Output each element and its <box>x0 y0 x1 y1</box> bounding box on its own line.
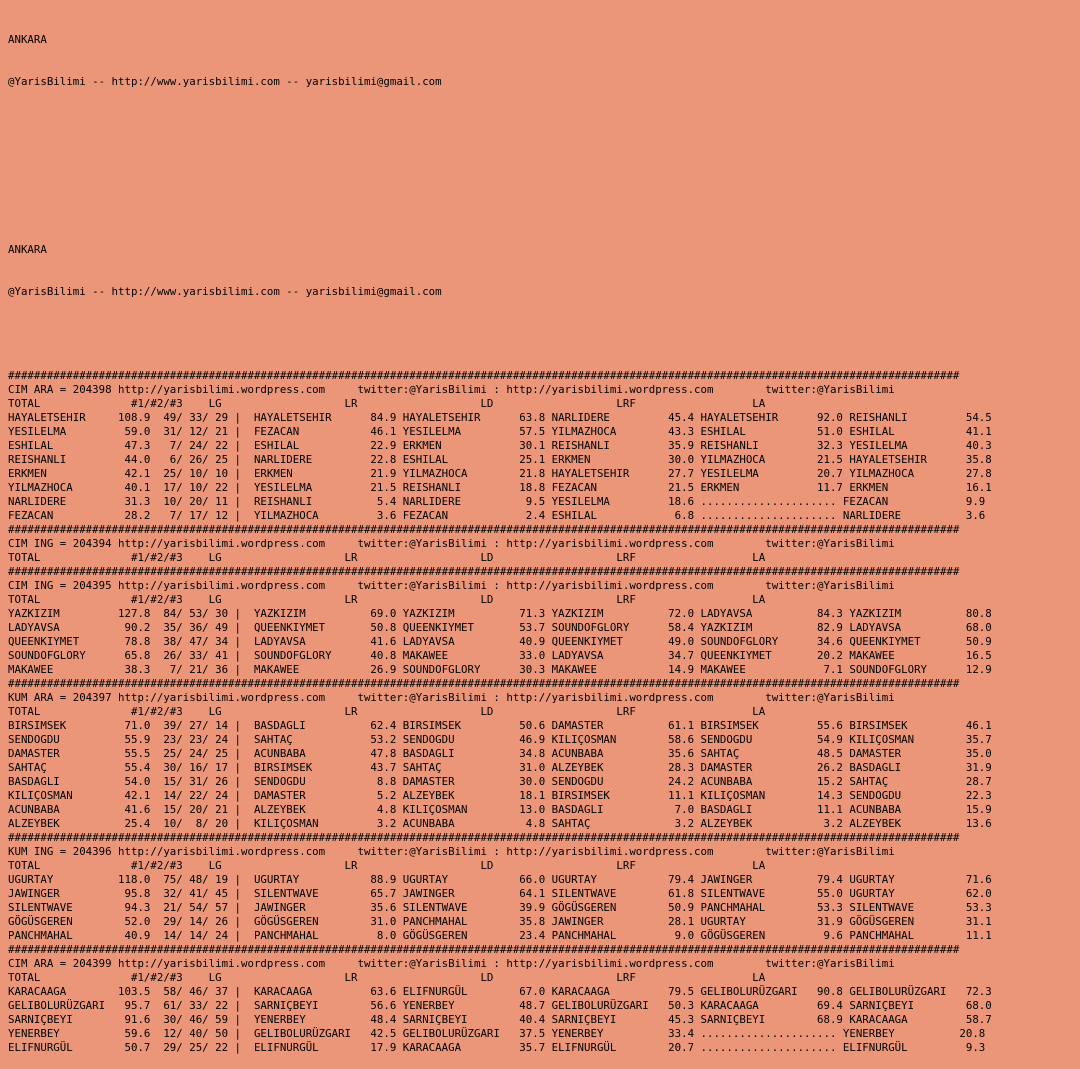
race-section <box>8 369 1074 523</box>
table-row: ESHILAL 47.3 7/ 24/ 22 | ESHILAL 22.9 ERKMEN 30.1 REISHANLI 35.9 REISHANLI 32.3 YESILELMA 40.3 <box>8 439 992 452</box>
table-row: JAWINGER 95.8 32/ 41/ 45 | SILENTWAVE 65.7 JAWINGER 64.1 SILENTWAVE 61.8 SILENTWAVE 55.0 UGURTAY 62.0 <box>8 887 992 900</box>
table-row: REISHANLI 44.0 6/ 26/ 25 | NARLIDERE 22.8 ESHILAL 25.1 ERKMEN 30.0 YILMAZHOCA 21.5 HAYALETSEHIR 35.8 <box>8 453 992 466</box>
credits-line: @YarisBilimi -- http://www.yarisbilimi.com -- yarisbilimi@gmail.com <box>8 285 442 298</box>
table-row: GÖGÜSGEREN 52.0 29/ 14/ 26 | GÖGÜSGEREN 31.0 PANCHMAHAL 35.8 JAWINGER 28.1 UGURTAY 31.9 GÖGÜSGEREN 31.1 <box>8 915 992 928</box>
blank-line <box>8 117 1074 131</box>
table-row: PANCHMAHAL 40.9 14/ 14/ 24 | PANCHMAHAL 8.0 GÖGÜSGEREN 23.4 PANCHMAHAL 9.0 GÖGÜSGEREN 9.6 PANCHMAHAL 11.1 <box>8 929 992 942</box>
table-row: NARLIDERE 31.3 10/ 20/ 11 | REISHANLI 5.4 NARLIDERE 9.5 YESILELMA 18.6 ..................... FEZACAN 9.9 <box>8 495 986 508</box>
table-row: BIRSIMSEK 71.0 39/ 27/ 14 | BASDAGLI 62.4 BIRSIMSEK 50.6 DAMASTER 61.1 BIRSIMSEK 55.6 BIRSIMSEK 46.1 <box>8 719 992 732</box>
table-row: DAMASTER 55.5 25/ 24/ 25 | ACUNBABA 47.8 BASDAGLI 34.8 ACUNBABA 35.6 SAHTAÇ 48.5 DAMASTER 35.0 <box>8 747 992 760</box>
table-row: ALZEYBEK 25.4 10/ 8/ 20 | KILIÇOSMAN 3.2 ACUNBABA 4.8 SAHTAÇ 3.2 ALZEYBEK 3.2 ALZEYBEK 13.6 <box>8 817 992 830</box>
race-section <box>8 943 1074 1055</box>
blank-line <box>8 159 1074 173</box>
table-row: UGURTAY 118.0 75/ 48/ 19 | UGURTAY 88.9 UGURTAY 66.0 UGURTAY 79.4 JAWINGER 79.4 UGURTAY 71.6 <box>8 873 992 886</box>
race-header: CIM ING = 204394 http://yarisbilimi.wordpress.com twitter:@YarisBilimi : http://yarisbilimi.wordpress.com twitter:@YarisBilimi <box>8 537 895 550</box>
table-row: YESILELMA 59.0 31/ 12/ 21 | FEZACAN 46.1 YESILELMA 57.5 YILMAZHOCA 43.3 ESHILAL 51.0 ESHILAL 41.1 <box>8 425 992 438</box>
table-row: ACUNBABA 41.6 15/ 20/ 21 | ALZEYBEK 4.8 KILIÇOSMAN 13.0 BASDAGLI 7.0 BASDAGLI 11.1 ACUNBABA 15.9 <box>8 803 992 816</box>
city-title: ANKARA <box>8 243 47 256</box>
separator-line: ################################################################################################################################################### <box>8 677 960 690</box>
blank-line <box>8 201 1074 215</box>
table-row: GELIBOLURÜZGARI 95.7 61/ 33/ 22 | SARNIÇBEYI 56.6 YENERBEY 48.7 GELIBOLURÜZGARI 50.3 KARACAAGA 69.4 SARNIÇBEYI 68.0 <box>8 999 992 1012</box>
table-row: SARNIÇBEYI 91.6 30/ 46/ 59 | YENERBEY 48.4 SARNIÇBEYI 40.4 SARNIÇBEYI 45.3 SARNIÇBEYI 68.9 KARACAAGA 58.7 <box>8 1013 992 1026</box>
race-statistics-document <box>8 5 1074 1069</box>
race-section <box>8 677 1074 831</box>
table-row: HAYALETSEHIR 108.9 49/ 33/ 29 | HAYALETSEHIR 84.9 HAYALETSEHIR 63.8 NARLIDERE 45.4 HAYALETSEHIR 92.0 REISHANLI 54.5 <box>8 411 992 424</box>
blank-line <box>8 327 1074 341</box>
table-row: SILENTWAVE 94.3 21/ 54/ 57 | JAWINGER 35.6 SILENTWAVE 39.9 GÖGÜSGEREN 50.9 PANCHMAHAL 53.3 SILENTWAVE 53.3 <box>8 901 992 914</box>
separator-line: ################################################################################################################################################### <box>8 565 960 578</box>
race-section <box>8 831 1074 943</box>
table-row: YAZKIZIM 127.8 84/ 53/ 30 | YAZKIZIM 69.0 YAZKIZIM 71.3 YAZKIZIM 72.0 LADYAVSA 84.3 YAZKIZIM 80.8 <box>8 607 992 620</box>
column-headers: TOTAL #1/#2/#3 LG LR LD LRF LA <box>8 971 766 984</box>
table-row: LADYAVSA 90.2 35/ 36/ 49 | QUEENKIYMET 50.8 QUEENKIYMET 53.7 SOUNDOFGLORY 58.4 YAZKIZIM 82.9 LADYAVSA 68.0 <box>8 621 992 634</box>
table-row: SENDOGDU 55.9 23/ 23/ 24 | SAHTAÇ 53.2 SENDOGDU 46.9 KILIÇOSMAN 58.6 SENDOGDU 54.9 KILIÇOSMAN 35.7 <box>8 733 992 746</box>
separator-line: ################################################################################################################################################### <box>8 943 960 956</box>
race-header: KUM ING = 204396 http://yarisbilimi.wordpress.com twitter:@YarisBilimi : http://yarisbilimi.wordpress.com twitter:@YarisBilimi <box>8 845 895 858</box>
city-title: ANKARA <box>8 33 47 46</box>
race-header: CIM ARA = 204399 http://yarisbilimi.wordpress.com twitter:@YarisBilimi : http://yarisbilimi.wordpress.com twitter:@YarisBilimi <box>8 957 895 970</box>
table-row: KARACAAGA 103.5 58/ 46/ 37 | KARACAAGA 63.6 ELIFNURGÜL 67.0 KARACAAGA 79.5 GELIBOLURÜZGARI 90.8 GELIBOLURÜZGARI 72.3 <box>8 985 992 998</box>
separator-line: ################################################################################################################################################### <box>8 369 960 382</box>
table-row: BASDAGLI 54.0 15/ 31/ 26 | SENDOGDU 8.8 DAMASTER 30.0 SENDOGDU 24.2 ACUNBABA 15.2 SAHTAÇ 28.7 <box>8 775 992 788</box>
table-row: QUEENKIYMET 78.8 38/ 47/ 34 | LADYAVSA 41.6 LADYAVSA 40.9 QUEENKIYMET 49.0 SOUNDOFGLORY 34.6 QUEENKIYMET 50.9 <box>8 635 992 648</box>
column-headers: TOTAL #1/#2/#3 LG LR LD LRF LA <box>8 859 766 872</box>
column-headers: TOTAL #1/#2/#3 LG LR LD LRF LA <box>8 551 766 564</box>
table-row: FEZACAN 28.2 7/ 17/ 12 | YILMAZHOCA 3.6 FEZACAN 2.4 ESHILAL 6.8 ..................... NARLIDERE 3.6 <box>8 509 986 522</box>
race-section <box>8 523 1074 565</box>
separator-line: ################################################################################################################################################### <box>8 523 960 536</box>
race-section <box>8 565 1074 677</box>
table-row: ERKMEN 42.1 25/ 10/ 10 | ERKMEN 21.9 YILMAZHOCA 21.8 HAYALETSEHIR 27.7 YESILELMA 20.7 YILMAZHOCA 27.8 <box>8 467 992 480</box>
race-header: CIM ING = 204395 http://yarisbilimi.wordpress.com twitter:@YarisBilimi : http://yarisbilimi.wordpress.com twitter:@YarisBilimi <box>8 579 895 592</box>
race-header: KUM ARA = 204397 http://yarisbilimi.wordpress.com twitter:@YarisBilimi : http://yarisbilimi.wordpress.com twitter:@YarisBilimi <box>8 691 895 704</box>
column-headers: TOTAL #1/#2/#3 LG LR LD LRF LA <box>8 397 766 410</box>
table-row: KILIÇOSMAN 42.1 14/ 22/ 24 | DAMASTER 5.2 ALZEYBEK 18.1 BIRSIMSEK 11.1 KILIÇOSMAN 14.3 SENDOGDU 22.3 <box>8 789 992 802</box>
table-row: MAKAWEE 38.3 7/ 21/ 36 | MAKAWEE 26.9 SOUNDOFGLORY 30.3 MAKAWEE 14.9 MAKAWEE 7.1 SOUNDOFGLORY 12.9 <box>8 663 992 676</box>
table-row: ELIFNURGÜL 50.7 29/ 25/ 22 | ELIFNURGÜL 17.9 KARACAAGA 35.7 ELIFNURGÜL 20.7 ..................... ELIFNURGÜL 9.3 <box>8 1041 986 1054</box>
column-headers: TOTAL #1/#2/#3 LG LR LD LRF LA <box>8 593 766 606</box>
race-header: CIM ARA = 204398 http://yarisbilimi.wordpress.com twitter:@YarisBilimi : http://yarisbilimi.wordpress.com twitter:@YarisBilimi <box>8 383 895 396</box>
separator-line: ################################################################################################################################################### <box>8 831 960 844</box>
table-row: SAHTAÇ 55.4 30/ 16/ 17 | BIRSIMSEK 43.7 SAHTAÇ 31.0 ALZEYBEK 28.3 DAMASTER 26.2 BASDAGLI 31.9 <box>8 761 992 774</box>
race-sections <box>8 369 1074 1055</box>
column-headers: TOTAL #1/#2/#3 LG LR LD LRF LA <box>8 705 766 718</box>
table-row: YILMAZHOCA 40.1 17/ 10/ 22 | YESILELMA 21.5 REISHANLI 18.8 FEZACAN 21.5 ERKMEN 11.7 ERKMEN 16.1 <box>8 481 992 494</box>
credits-line: @YarisBilimi -- http://www.yarisbilimi.com -- yarisbilimi@gmail.com <box>8 75 442 88</box>
table-row: YENERBEY 59.6 12/ 40/ 50 | GELIBOLURÜZGARI 42.5 GELIBOLURÜZGARI 37.5 YENERBEY 33.4 ..................... YENERBEY 20.8 <box>8 1027 986 1040</box>
table-row: SOUNDOFGLORY 65.8 26/ 33/ 41 | SOUNDOFGLORY 40.8 MAKAWEE 33.0 LADYAVSA 34.7 QUEENKIYMET 20.2 MAKAWEE 16.5 <box>8 649 992 662</box>
